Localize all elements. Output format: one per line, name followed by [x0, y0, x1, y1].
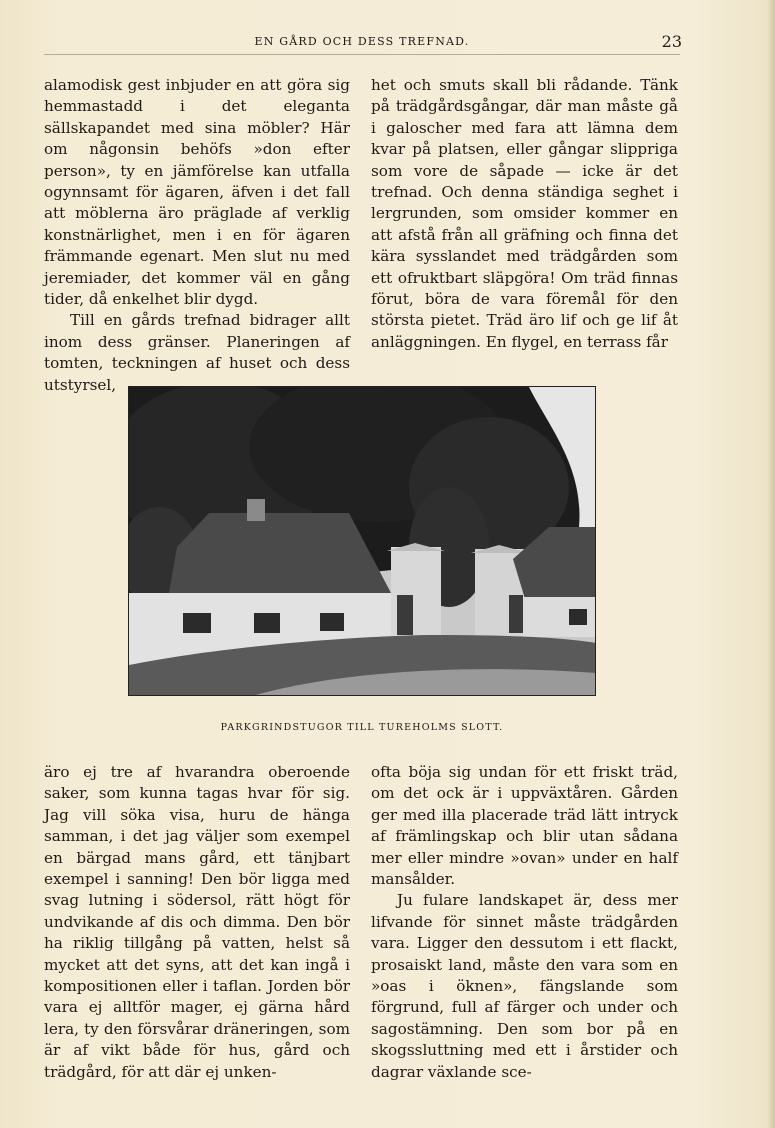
paragraph: Ju fulare landskapet är, dess mer lifvande för sinnet måste trädgården vara. Ligger den dessutom i ett flackt, prosaiskt land, måste den vara som en »oas i öknen», fängslande som förgrund, full af färger och under och sagostämning. Den som bor på en skogssluttning med ett i årstider och dagrar växlande sce-: [371, 891, 678, 1081]
paragraph: ofta böja sig undan för ett friskt träd, om det ock är i uppväxtåren. Gården ger med illa placerade träd lätt intryck af främlingskap och blir utan sådana mer eller mindre »ovan» under en half mansålder.: [371, 763, 678, 889]
page-header: [44, 32, 680, 55]
figure-caption: PARKGRINDSTUGOR TILL TUREHOLMS SLOTT.: [220, 722, 504, 733]
column-left-bottom: [44, 762, 350, 1083]
column-left-top: [44, 75, 350, 396]
column-right-top: [371, 75, 678, 353]
running-title: EN GÅRD OCH DESS TREFNAD.: [254, 35, 470, 48]
paragraph: Till en gårds trefnad bidrager allt inom dess gränser. Planeringen af tomten, teckningen af huset och dess utstyrsel,: [44, 311, 350, 394]
page-number: 23: [661, 32, 682, 51]
photograph-gatehouses: [128, 386, 596, 696]
paragraph: äro ej tre af hvarandra oberoende saker, som kunna tagas hvar för sig. Jag vill söka visa, huru de hänga samman, i det jag väljer som exempel en bärgad mans gård, ett tänjbart exempel i sanning! Den bör ligga med svag lutning i södersol, rätt högt för undvikande af dis och dimma. Den bör ha riklig tillgång på vatten, helst så mycket att det syns, att det kan ingå i kompositionen eller i taflan. Jorden bör vara ej alltför mager, ej gärna hård lera, ty den försvårar dräneringen, som är af vikt både för hus, gård och trädgård, för att där ej unken-: [44, 763, 350, 1081]
paragraph: het och smuts skall bli rådande. Tänk på trädgårdsgångar, där man måste gå i galoscher med fara att lämna dem kvar på platsen, eller gångar slippriga som vore de såpade — icke är det trefnad. Och denna ständiga seghet i lergrunden, som omsider kommer en att afstå från all gräfning och finna det kära sysslandet med trädgården som ett ofruktbart släpgöra! Om träd finnas förut, böra de vara föremål för den största pietet. Träd äro lif och ge lif åt anläggningen. En flygel, en terrass får: [371, 76, 678, 351]
page-edge-shadow: [767, 0, 775, 1128]
paragraph: alamodisk gest inbjuder en att göra sig hemmastadd i det eleganta sällskapandet med sina möbler? Här om någonsin behöfs »don efter person», ty en jämförelse kan utfalla ogynnsamt för ägaren, äfven i det fall att möblerna äro präglade af verklig konstnärlighet, men i en för ägaren främmande egenart. Men slut nu med jeremiader, det kommer väl en gång tider, då enkelhet blir dygd.: [44, 76, 350, 309]
column-right-bottom: [371, 762, 678, 1083]
photo-illustration: [129, 387, 596, 696]
